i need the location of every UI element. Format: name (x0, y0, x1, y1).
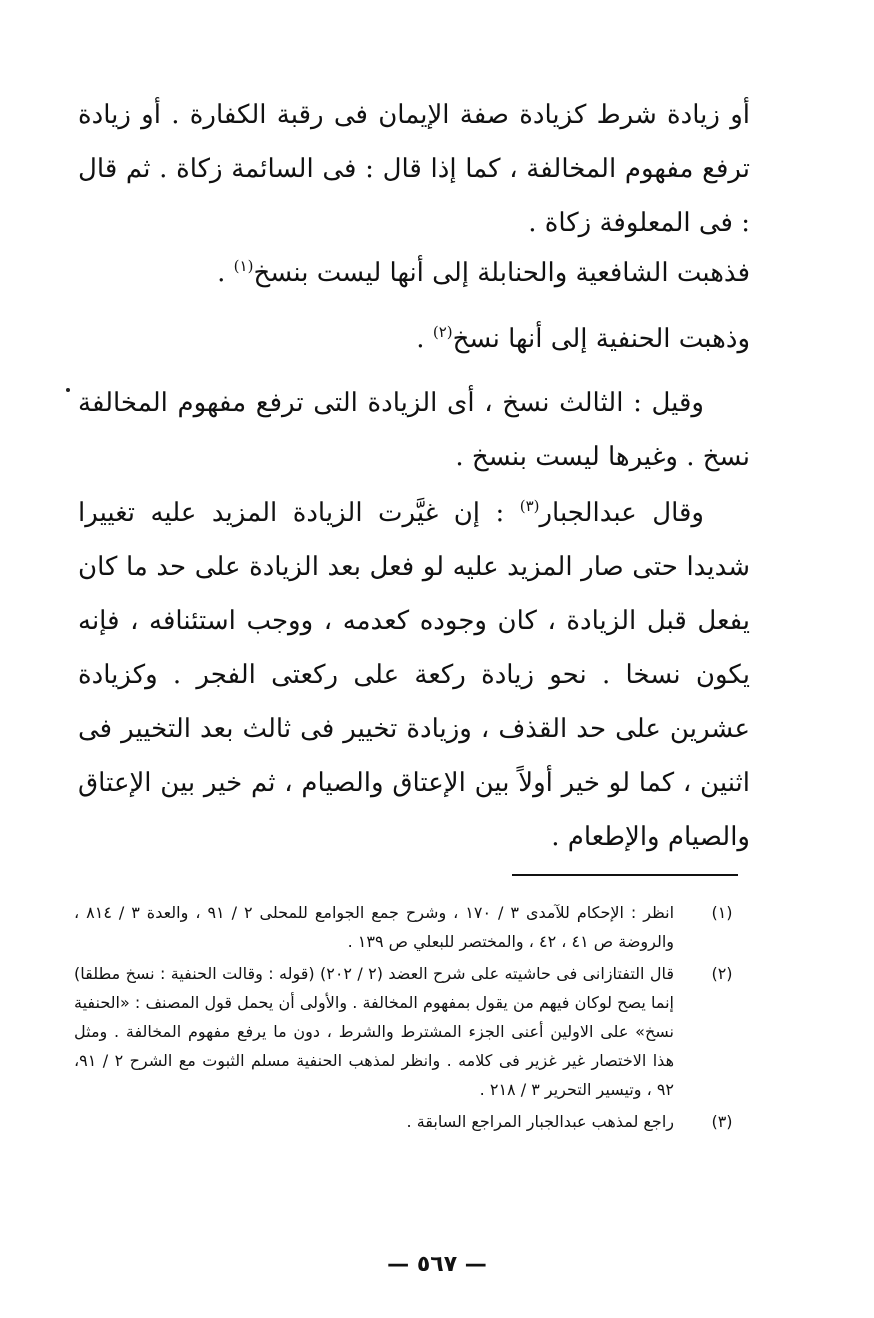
footnote-1-number: (١) (711, 903, 733, 922)
footnote-ref-3[interactable]: (٣) (519, 497, 540, 515)
footnote-3-text: راجع لمذهب عبدالجبار المراجع السابقة . (406, 1112, 674, 1131)
paragraph-third-opinion-text: وقيل : الثالث نسخ ، أى الزيادة التى ترفع مفهوم المخالفة نسخ . وغيرها ليست بنسخ . (78, 388, 750, 472)
footnote-1-text: انظر : الإحكام للآمدى ٣ / ١٧٠ ، وشرح جمع الجوامع للمحلى ٢ / ٩١ ، والعدة ٣ / ٨١٤ ، والروضة ص ٤١ ، ٤٢ ، والمختصر للبعلي ص ١٣٩ . (74, 903, 675, 951)
paragraph-hanafi-text: وذهبت الحنفية إلى أنها نسخ (452, 324, 750, 354)
footnote-ref-1[interactable]: (١) (233, 257, 254, 275)
footnote-2-number: (٢) (711, 964, 733, 983)
footnotes-section (74, 898, 750, 1139)
stray-dot-mark (66, 388, 70, 392)
footnote-ref-2[interactable]: (٢) (432, 323, 453, 341)
paragraph-third-opinion (78, 376, 750, 484)
footnote-1 (74, 898, 750, 956)
footnote-3-number: (٣) (711, 1112, 733, 1131)
footnote-2-text: قال التفتازانى فى حاشيته على شرح العضد (٢ / ٢٠٢) (قوله : وقالت الحنفية : نسخ مطلقا) إنما يصح لوكان فيهم من يقول بمفهوم المخالفة . والأولى أن يحمل قول المصنف : «الحنفية نسخ» على الاولين أعنى الجزء المشترط والشرط ، دون ما يرفع مفهوم المخالفة . ومثل هذا الاختصار غير غزير فى كلامه . وانظر لمذهب الحنفية مسلم الثبوت مع الشرح ٢ / ٩١، ٩٢ ، وتيسير التحرير ٣ / ٢١٨ . (74, 964, 675, 1099)
paragraph-1 (78, 88, 750, 250)
paragraph-abduljabbar-start: وقال عبدالجبار (539, 498, 704, 528)
footnote-2 (74, 959, 750, 1104)
page-number: — ٥٦٧ — (387, 1252, 487, 1277)
paragraph-abduljabbar-rest: : إن غيَّرت الزيادة المزيد عليه تغييرا شديدا حتى صار المزيد عليه لو فعل بعد الزيادة على حد ما كان يفعل قبل الزيادة ، كان وجوده كعدمه ، ووجب استئنافه ، فإنه يكون نسخا . نحو زيادة ركعة على ركعتى الفجر . وكزيادة عشرين على حد القذف ، وزيادة تخيير فى ثالث بعد التخيير فى اثنين ، كما لو خير أولاً بين الإعتاق والصيام ، ثم خير بين الإعتاق والصيام والإطعام . (78, 498, 750, 852)
footnote-separator (512, 874, 738, 876)
paragraph-shafii-hanbali-text: فذهبت الشافعية والحنابلة إلى أنها ليست بنسخ (253, 258, 750, 288)
paragraph-hanafi (416, 312, 750, 366)
paragraph-hanafi-end: . (416, 324, 433, 354)
paragraph-1-text: أو زيادة شرط كزيادة صفة الإيمان فى رقبة الكفارة . أو زيادة ترفع مفهوم المخالفة ، كما إذا قال : فى السائمة زكاة . ثم قال : فى المعلوفة زكاة . (78, 100, 750, 238)
footnote-3 (74, 1107, 750, 1136)
paragraph-abduljabbar (78, 486, 750, 864)
paragraph-shafii-hanbali (217, 246, 750, 300)
paragraph-shafii-hanbali-end: . (217, 258, 234, 288)
